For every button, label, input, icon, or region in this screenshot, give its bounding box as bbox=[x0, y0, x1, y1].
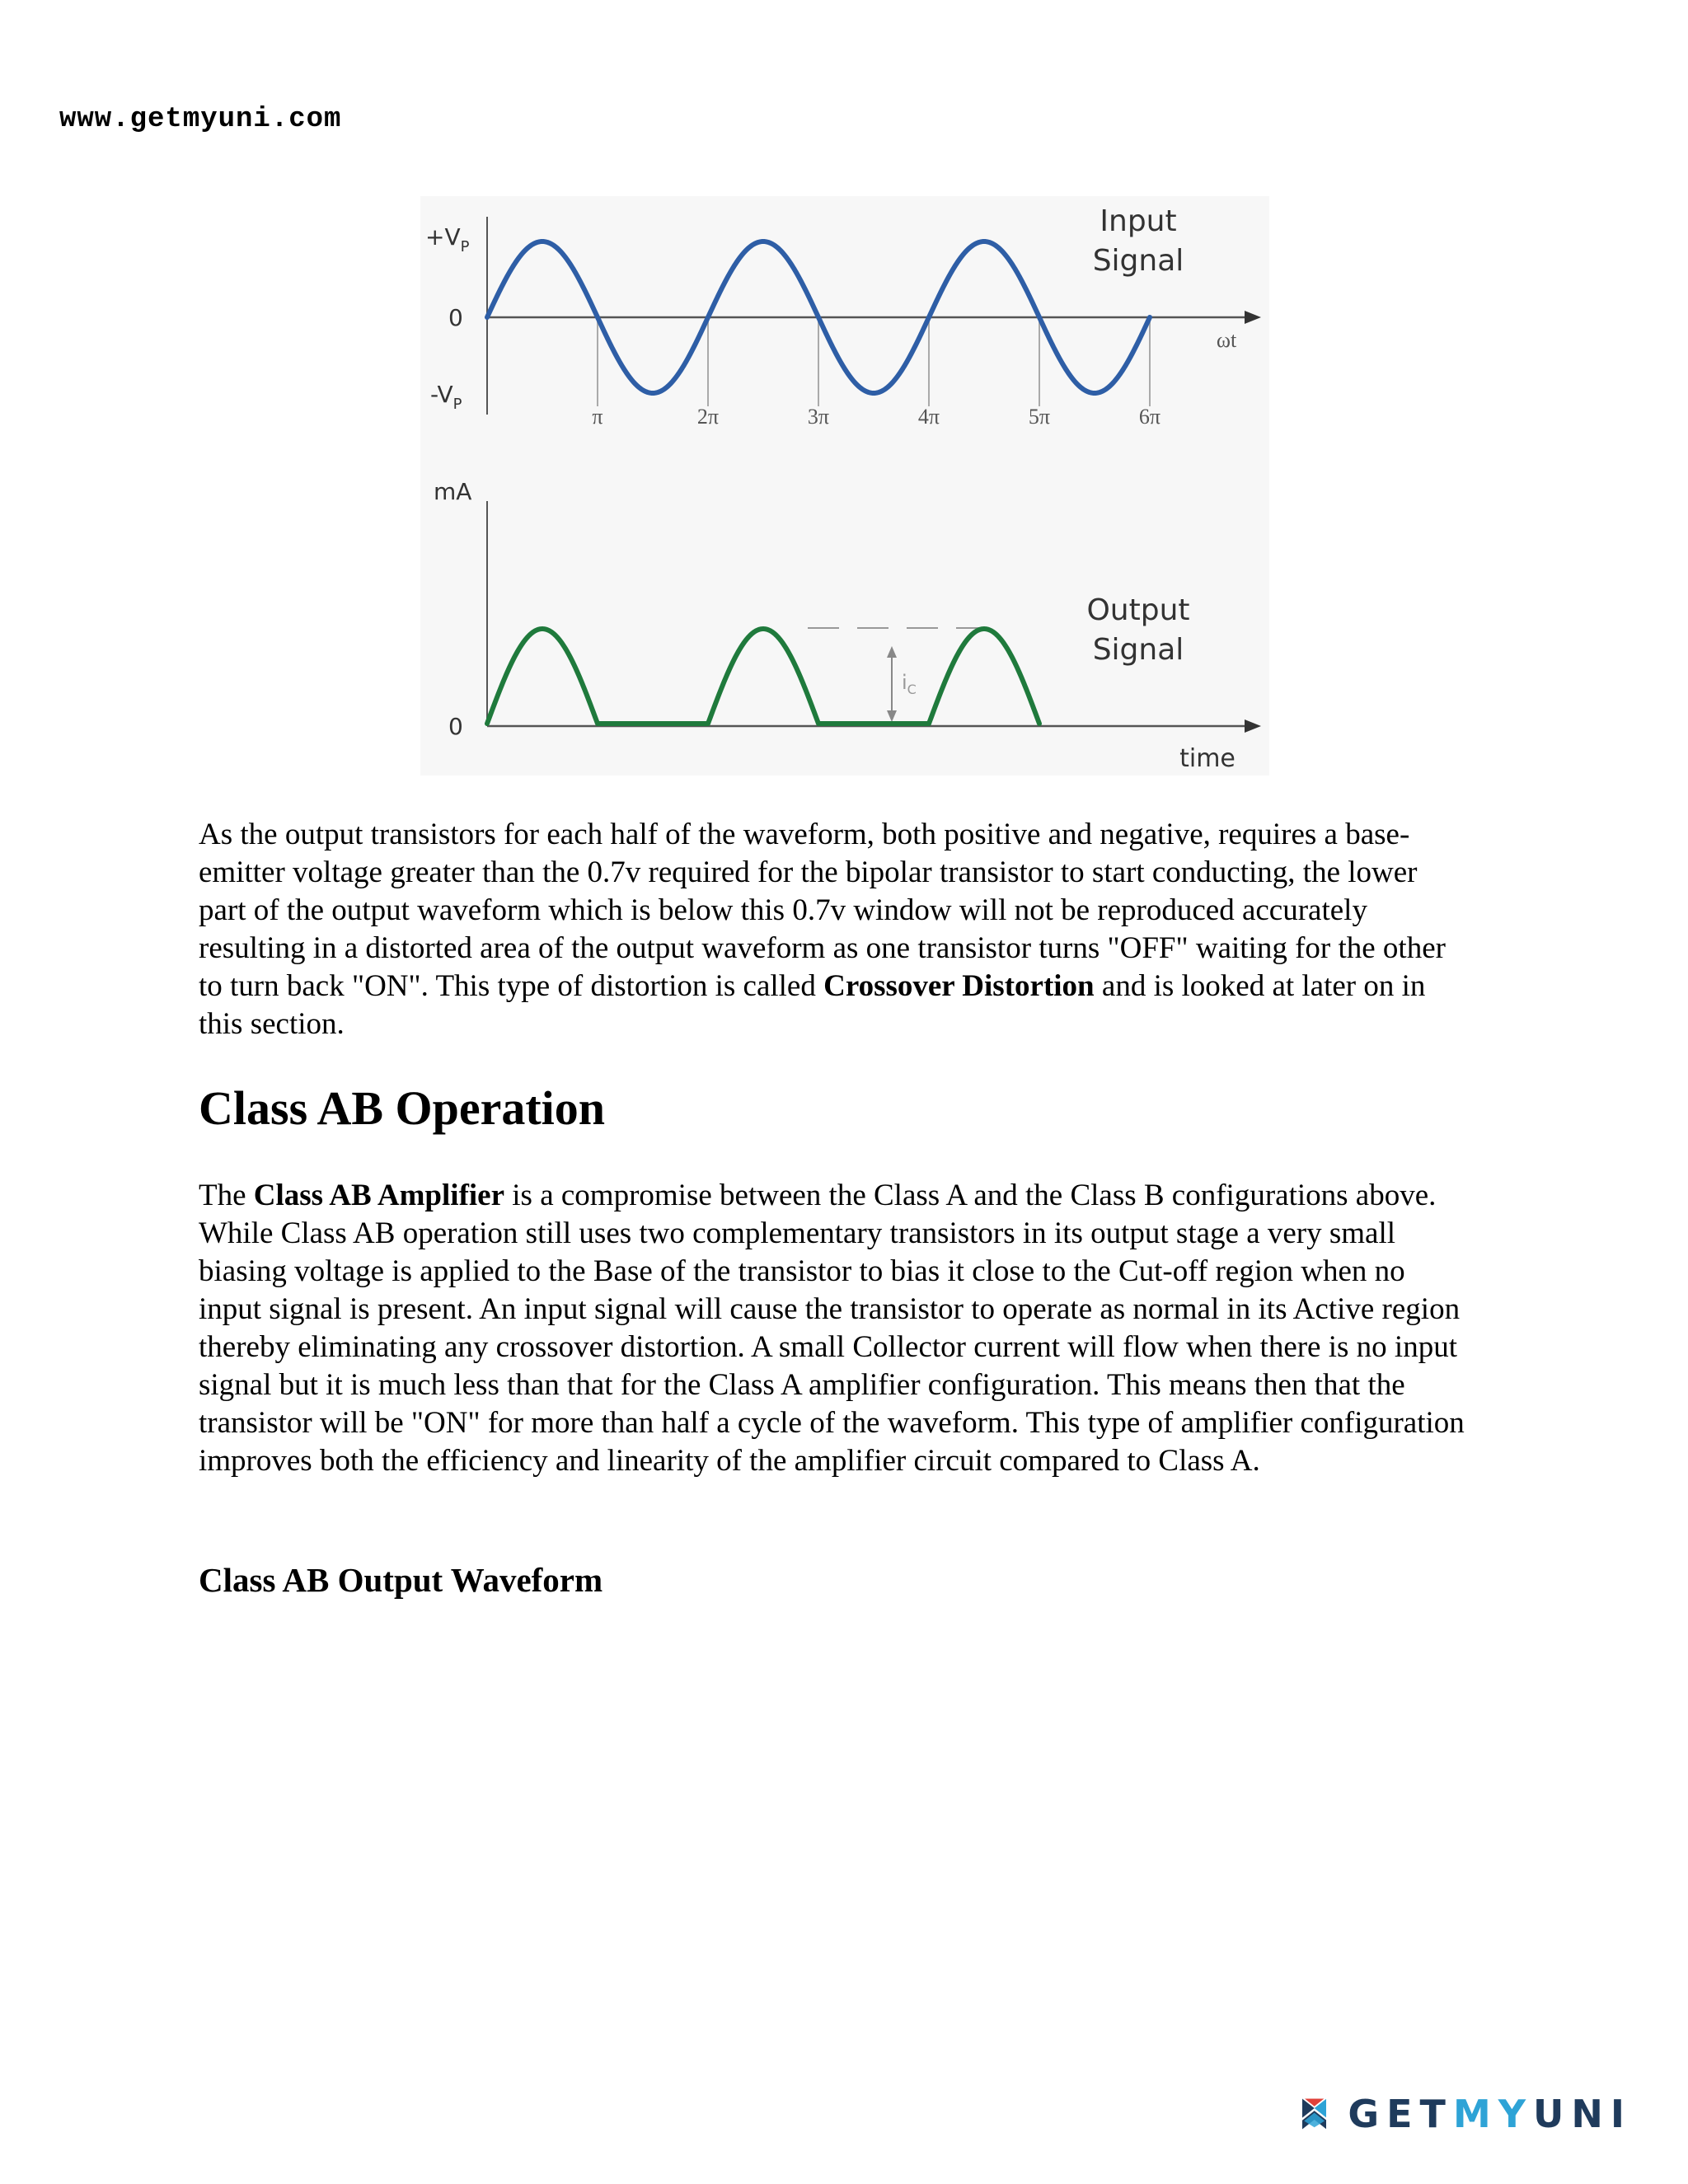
input-x-tick-label: 6π bbox=[1138, 405, 1161, 429]
output-x-axis-label: time bbox=[1179, 744, 1236, 773]
output-x-arrow bbox=[1245, 719, 1261, 733]
waveform-diagram bbox=[420, 196, 1269, 776]
output-chart bbox=[434, 478, 1261, 773]
input-x-tick-label: π bbox=[592, 405, 603, 429]
paragraph-class-ab bbox=[199, 1177, 1468, 1480]
input-x-tick-label: 4π bbox=[917, 405, 940, 429]
ic-arrow-head-up bbox=[887, 646, 897, 658]
output-title-line1: Output bbox=[1086, 593, 1190, 627]
section-heading: Class AB Operation bbox=[199, 1081, 606, 1135]
para2-text-start: The bbox=[199, 1179, 254, 1212]
getmyuni-logo-text: GETMYUNI bbox=[1348, 2092, 1632, 2136]
input-x-tick-label: 2π bbox=[696, 405, 720, 429]
input-chart bbox=[425, 204, 1261, 429]
para1-text-start: As the output transistors for each half of the waveform, both positive and negative, requires a base-emitter voltage greater than the 0.7v required for the bipolar transistor to start conducting, the lower part of the output waveform which is below this 0.7v window will not be reproduced accurately resulting in a distorted area of the output waveform as one transistor turns "OFF" waiting for the other to turn back "ON". This type of distortion is called bbox=[199, 818, 1446, 1003]
para2-text-end: is a compromise between the Class A and the Class B configurations above. While Class AB operation still uses two complementary transistors in its output stage a very small biasing voltage is applied to the Base of the transistor to bias it close to the Cut-off region when no input signal is present. An input signal will cause the transistor to operate as normal in its Active region thereby eliminating any crossover distortion. A small Collector current will flow when there is no input signal but it is much less than that for the Class A amplifier configuration. This means then that the transistor will be "ON" for more than half a cycle of the waveform. This type of amplifier configuration improves both the efficiency and linearity of the amplifier circuit compared to Class A. bbox=[199, 1179, 1465, 1478]
input-y-tick-bottom: $-V_P$ bbox=[430, 381, 462, 413]
input-title-line1: Input bbox=[1100, 204, 1177, 238]
input-x-arrow bbox=[1245, 311, 1261, 324]
class-ab-amplifier-term: Class AB Amplifier bbox=[253, 1179, 505, 1212]
site-url[interactable]: www.getmyuni.com bbox=[59, 104, 342, 135]
output-signal-curve bbox=[487, 629, 1039, 724]
subsection-heading: Class AB Output Waveform bbox=[199, 1561, 603, 1599]
input-x-tick-label: 3π bbox=[807, 405, 830, 429]
crossover-distortion-term: Crossover Distortion bbox=[823, 969, 1095, 1003]
input-x-axis-label: ωt bbox=[1216, 328, 1237, 352]
input-y-tick-zero: 0 bbox=[448, 304, 463, 331]
ic-arrow-head-down bbox=[887, 710, 897, 722]
output-y-tick-zero: 0 bbox=[448, 713, 463, 740]
output-y-axis-label: mA bbox=[434, 478, 472, 505]
getmyuni-logo[interactable] bbox=[1302, 2064, 1632, 2163]
input-y-tick-top: $+V_P$ bbox=[425, 223, 470, 255]
ic-label: $i_C$ bbox=[902, 671, 917, 697]
input-x-tick-label: 5π bbox=[1028, 405, 1051, 429]
paragraph-crossover bbox=[199, 816, 1468, 1043]
getmyuni-logo-icon bbox=[1302, 2074, 1326, 2154]
input-title-line2: Signal bbox=[1092, 244, 1184, 278]
para1-text-end: and is looked at later on in this section. bbox=[199, 969, 1426, 1041]
output-title-line2: Signal bbox=[1092, 633, 1184, 667]
class-b-waveform-figure bbox=[420, 196, 1269, 776]
